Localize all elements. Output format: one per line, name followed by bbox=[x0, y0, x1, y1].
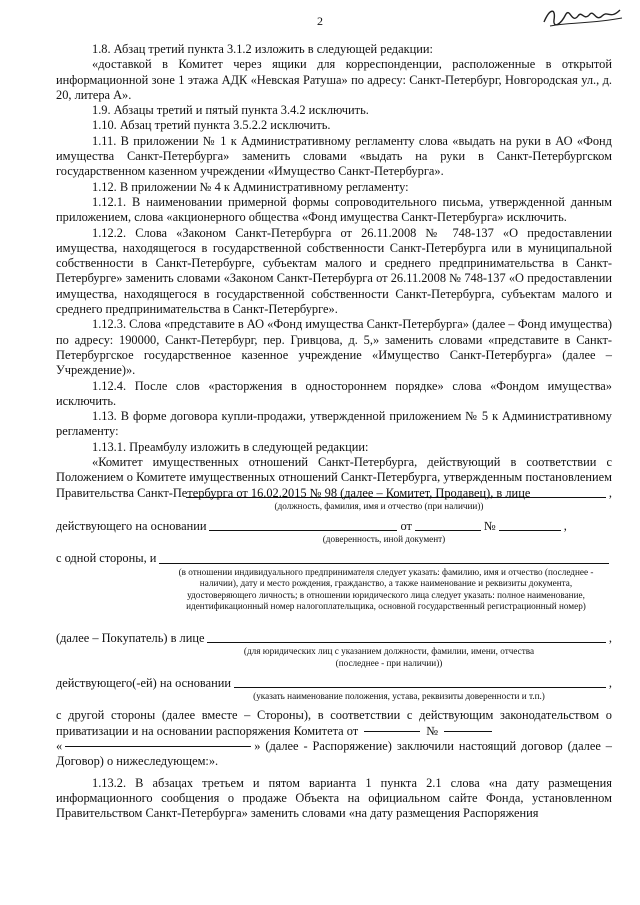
caption-basis: (указать наименование положения, устава, реквизиты доверенности и т.п.) bbox=[253, 690, 545, 701]
document-body bbox=[56, 42, 612, 822]
basis-row: действующего на основании от № , bbox=[56, 518, 567, 533]
para-1-8-text: «доставкой в Комитет через ящики для корреспонденции, расположенные в открытой информационной зоне 1 этажа АДК «Невская Ратуша» по адресу: Санкт-Петербург, Новгородская ул., д. 20, литера А». bbox=[56, 57, 612, 102]
number-blank[interactable] bbox=[499, 530, 561, 531]
other-side-text bbox=[56, 708, 612, 739]
para-1-8: 1.8. Абзац третий пункта 3.1.2 изложить в следующей редакции: bbox=[92, 42, 433, 56]
quote-open: « bbox=[56, 739, 63, 754]
acting-basis-label: действующего на основании bbox=[56, 518, 207, 533]
order-number-blank[interactable] bbox=[444, 731, 492, 732]
para-1-13-1: 1.13.1. Преамбулу изложить в следующей редакции: bbox=[92, 439, 369, 454]
person-blank[interactable] bbox=[186, 497, 606, 498]
caption-ip: (в отношении индивидуального предпринимателя следует указать: фамилию, имя и отчество (последнее - наличии), дату и место рождения, гражданство, а также наименование и реквизиты документа, удостоверяющего личность; в отношении юридического лица следует указать: полное наименование, идентификационный номер налогоплательщика, основной государственный регистрационный номер) bbox=[178, 566, 594, 612]
party-blank[interactable] bbox=[159, 563, 609, 564]
basis2-row: действующего(-ей) на основании , bbox=[56, 675, 612, 690]
basis-blank[interactable] bbox=[209, 530, 397, 531]
para-1-11: 1.11. В приложении № 1 к Административному регламенту слова «выдать на руки в АО «Фонд имущества Санкт-Петербурга» заменить словами «выдать на руки в Санкт-Петербургском государственном казенном учреждении «Имущество Санкт-Петербурга». bbox=[56, 133, 612, 179]
para-1-10: 1.10. Абзац третий пункта 3.5.2.2 исключить. bbox=[92, 118, 331, 133]
signature-stamp bbox=[540, 4, 626, 32]
one-side-row bbox=[56, 551, 612, 566]
page-number: 2 bbox=[317, 14, 323, 28]
other-side-body: с другой стороны (далее вместе – Стороны), в соответствии с действующим законодательством о приватизации и на основании распоряжения Комитета от bbox=[56, 708, 612, 738]
para-1-9: 1.9. Абзацы третий и пятый пункта 3.4.2 исключить. bbox=[92, 103, 369, 118]
para-1-13-2: 1.13.2. В абзацах третьем и пятом варианта 1 пункта 2.1 слова «на дату размещения информационного сообщения о продаже Объекта на официальном сайте Фонда, установленном Правительством Санкт-Петербурга» заменить словами «на дату размещения Распоряжения bbox=[56, 775, 612, 821]
one-side-label: с одной стороны, и bbox=[56, 551, 157, 566]
caption-legal-2: (последнее - при наличии)) bbox=[335, 657, 443, 668]
preamble-body: «Комитет имущественных отношений Санкт-Петербурга, действующий в соответствии с Положением о Комитете имущественных отношений Санкт-Петербурга, утвержденным постановлением Правительства Санкт-Петербурга от 16.02.2015 № 98 (далее – Комитет, Продавец), в лице bbox=[56, 455, 612, 500]
para-1-12: 1.12. В приложении № 4 к Административному регламенту: bbox=[92, 179, 409, 194]
person-blank-row: , bbox=[56, 486, 612, 501]
para-1-12-1: 1.12.1. В наименовании примерной формы сопроводительного письма, утвержденной данным приложением, слова «акционерного общества «Фонд имущества Санкт-Петербурга» исключить. bbox=[56, 194, 612, 225]
number-label: № bbox=[483, 518, 496, 533]
acting2-label: действующего(-ей) на основании bbox=[56, 675, 231, 690]
from-label: от bbox=[400, 518, 412, 533]
tail-body: » (далее - Распоряжение) заключили настоящий договор (далее – Договор) о нижеследующем:». bbox=[56, 739, 612, 769]
caption-legal-1: (для юридических лиц с указанием должности, фамилии, имени, отчества bbox=[243, 646, 535, 657]
buyer-label: (далее – Покупатель) в лице bbox=[56, 631, 205, 646]
para-1-13: 1.13. В форме договора купли-продажи, утвержденной приложением № 5 к Административному регламенту: bbox=[56, 409, 612, 439]
caption-person: (должность, фамилия, имя и отчество (при наличии)) bbox=[274, 500, 484, 511]
caption-doc: (доверенность, иной документ) bbox=[322, 533, 446, 544]
date-blank[interactable] bbox=[415, 530, 481, 531]
tail-text bbox=[56, 739, 612, 770]
para-1-12-3: 1.12.3. Слова «представите в АО «Фонд имущества Санкт-Петербурга» (далее – Фонд имущества) по адресу: 190000, Санкт-Петербург, пер. Гривцова, д. 5,» заменить словами «представите в Санкт-Петербургское государственное казенное учреждение «Имущество Санкт-Петербурга» (далее – Учреждение)». bbox=[56, 317, 612, 378]
order-number-label: № bbox=[426, 723, 439, 738]
order-title-blank[interactable] bbox=[65, 746, 251, 747]
order-date-blank[interactable] bbox=[364, 731, 420, 732]
basis2-blank[interactable] bbox=[234, 687, 606, 688]
para-1-12-4: 1.12.4. После слов «расторжения в одностороннем порядке» слова «Фондом имущества» исключить. bbox=[56, 378, 612, 408]
buyer-row: (далее – Покупатель) в лице , bbox=[56, 631, 612, 646]
buyer-blank[interactable] bbox=[207, 642, 605, 643]
para-1-12-2: 1.12.2. Слова «Законом Санкт-Петербурга от 26.11.2008 № 748-137 «О предоставлении имущества, находящегося в государственной собственности Санкт-Петербурга или в муниципальной собственности в Санкт-Петербурге, субъектам малого и среднего предпринимательства в Санкт-Петербурге» заменить словами «Законом Санкт-Петербурга от 26.11.2008 № 748-137 «О предоставлении имущества, находящегося в государственной собственности Санкт-Петербурга, субъектам малого и среднего предпринимательства в Санкт-Петербурге». bbox=[56, 225, 612, 317]
preamble-text bbox=[56, 455, 612, 501]
